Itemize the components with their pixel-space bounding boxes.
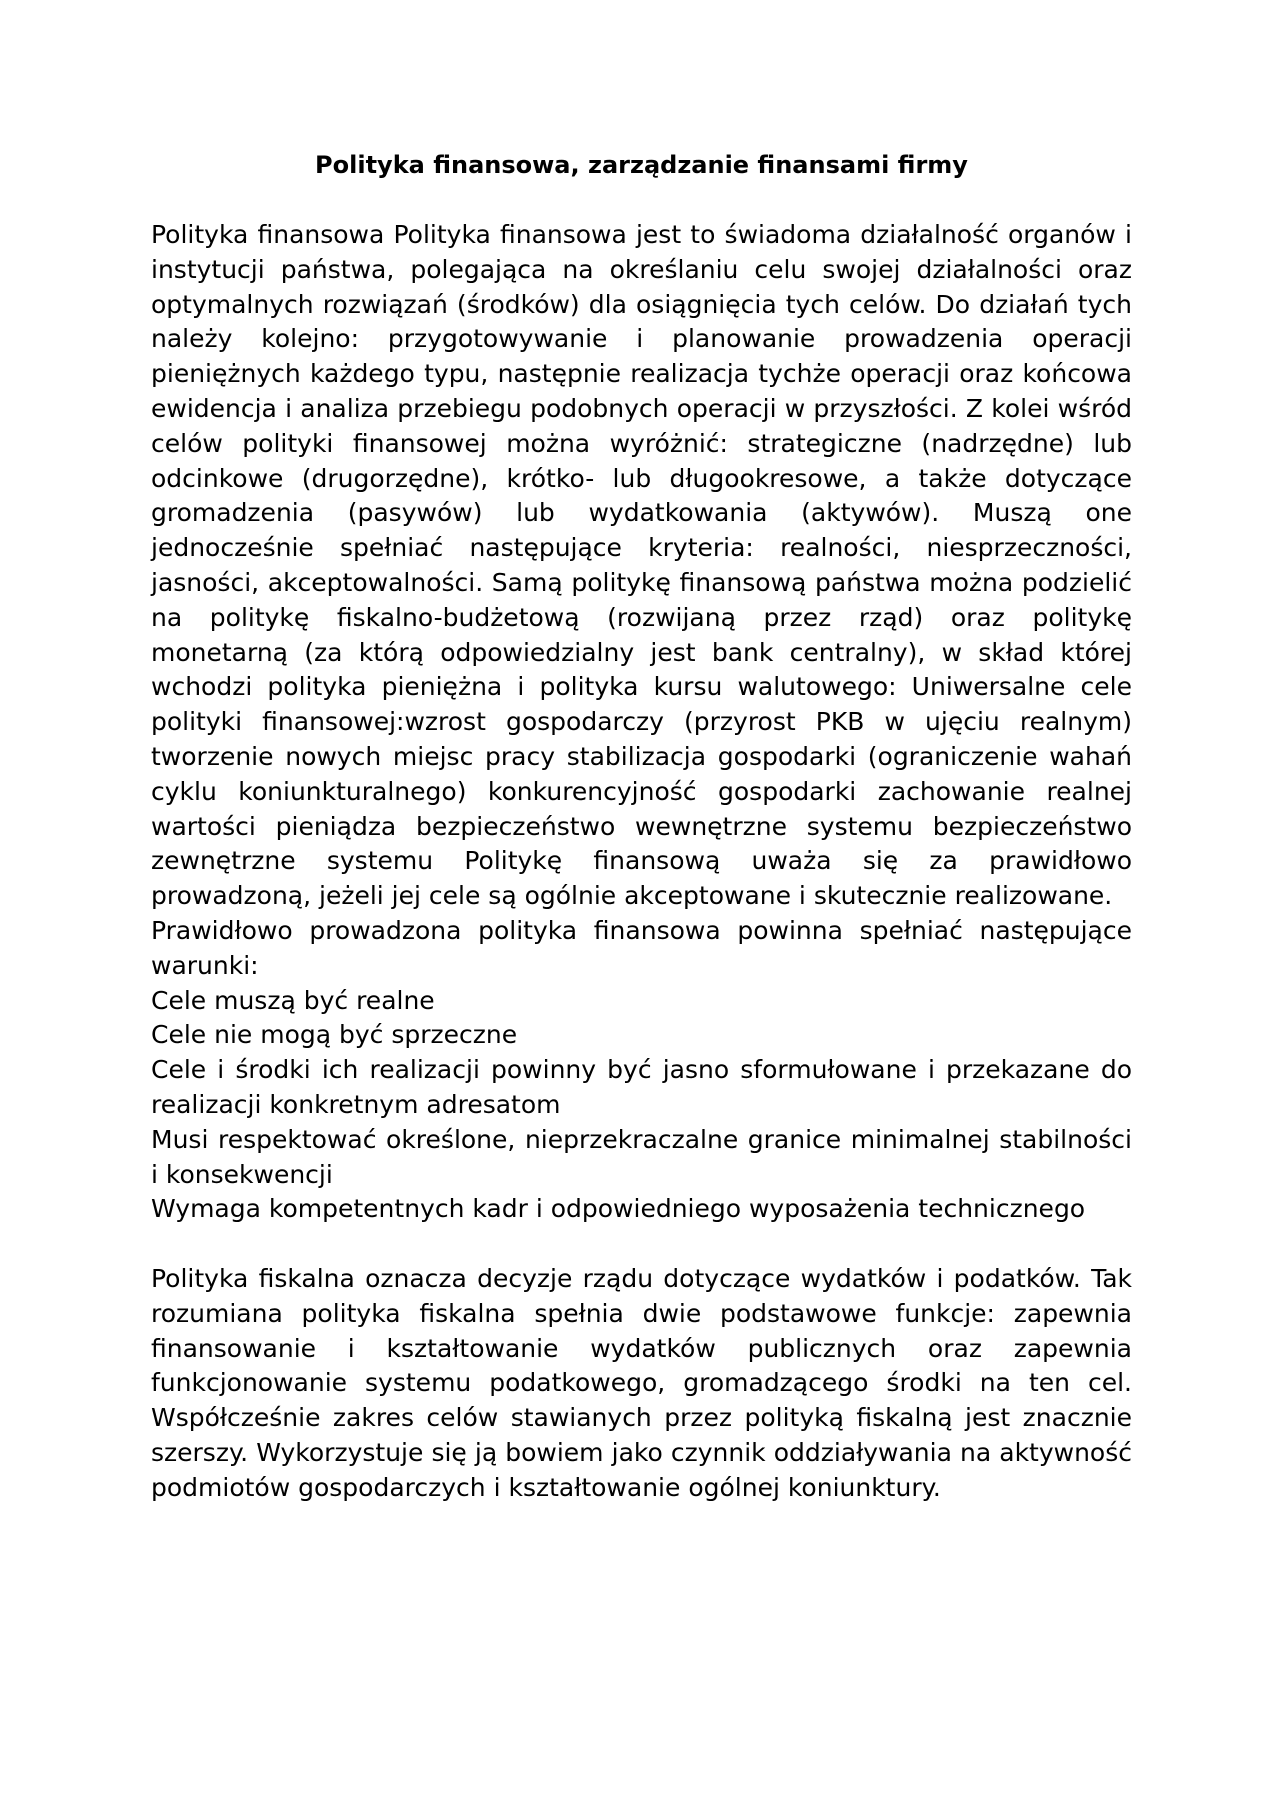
blank-line [151, 1227, 1132, 1262]
condition-item-3: Cele i środki ich realizacji powinny być jasno sformułowane i przekazane do realizacji konkretnym adresatom [151, 1055, 1132, 1119]
condition-item-2: Cele nie mogą być sprzeczne [151, 1020, 518, 1050]
document-title: Polityka finansowa, zarządzanie finansami firmy [315, 151, 968, 179]
condition-item-5: Wymaga kompetentnych kadr i odpowiedniego wyposażenia technicznego [151, 1194, 1086, 1224]
condition-item-1: Cele muszą być realne [151, 985, 435, 1015]
document-page [151, 148, 1132, 1505]
paragraph-fiscal-policy: Polityka fiskalna oznacza decyzje rządu dotyczące wydatków i podatków. Tak rozumiana polityka fiskalna spełnia dwie podstawowe funkcje: zapewnia finansowanie i kształtowanie wydatków publicznych oraz zapewnia funkcjonowanie systemu podatkowego, gromadzącego środki na ten cel. Współcześnie zakres celów stawianych przez polityką fiskalną jest znacznie szerszy. Wykorzystuje się ją bowiem jako czynnik oddziaływania na aktywność podmiotów gospodarczych i kształtowanie ogólnej koniunktury. [151, 1263, 1132, 1502]
paragraph-intro: Polityka finansowa Polityka finansowa jest to świadoma działalność organów i instytucji państwa, polegająca na określaniu celu swojej działalności oraz optymalnych rozwiązań (środków) dla osiągnięcia tych celów. Do działań tych należy kolejno: przygotowywanie i planowanie prowadzenia operacji pieniężnych każdego typu, następnie realizacja tychże operacji oraz końcowa ewidencja i analiza przebiegu podobnych operacji w przyszłości. Z kolei wśród celów polityki finansowej można wyróżnić: strategiczne (nadrzędne) lub odcinkowe (drugorzędne), krótko- lub długookresowe, a także dotyczące gromadzenia (pasywów) lub wydatkowania (aktywów). Muszą one jednocześnie spełniać następujące kryteria: realności, niesprzeczności, jasności, akceptowalności. Samą politykę finansową państwa można podzielić na politykę fiskalno-budżetową (rozwijaną przez rząd) oraz politykę monetarną (za którą odpowiedzialny jest bank centralny), w skład której wchodzi polityka pieniężna i polityka kursu walutowego: Uniwersalne cele polityki finansowej:wzrost gospodarczy (przyrost PKB w ujęciu realnym) tworzenie nowych miejsc pracy stabilizacja gospodarki (ograniczenie wahań cyklu koniunkturalnego) konkurencyjność gospodarki zachowanie realnej wartości pieniądza bezpieczeństwo wewnętrzne systemu bezpieczeństwo zewnętrzne systemu Politykę finansową uważa się za prawidłowo prowadzoną, jeżeli jej cele są ogólnie akceptowane i skutecznie realizowane. [151, 220, 1132, 911]
condition-item-4: Musi respektować określone, nieprzekraczalne granice minimalnej stabilności i konsekwencji [151, 1124, 1132, 1189]
paragraph-conditions-intro: Prawidłowo prowadzona polityka finansowa powinna spełniać następujące warunki: [151, 915, 1132, 980]
